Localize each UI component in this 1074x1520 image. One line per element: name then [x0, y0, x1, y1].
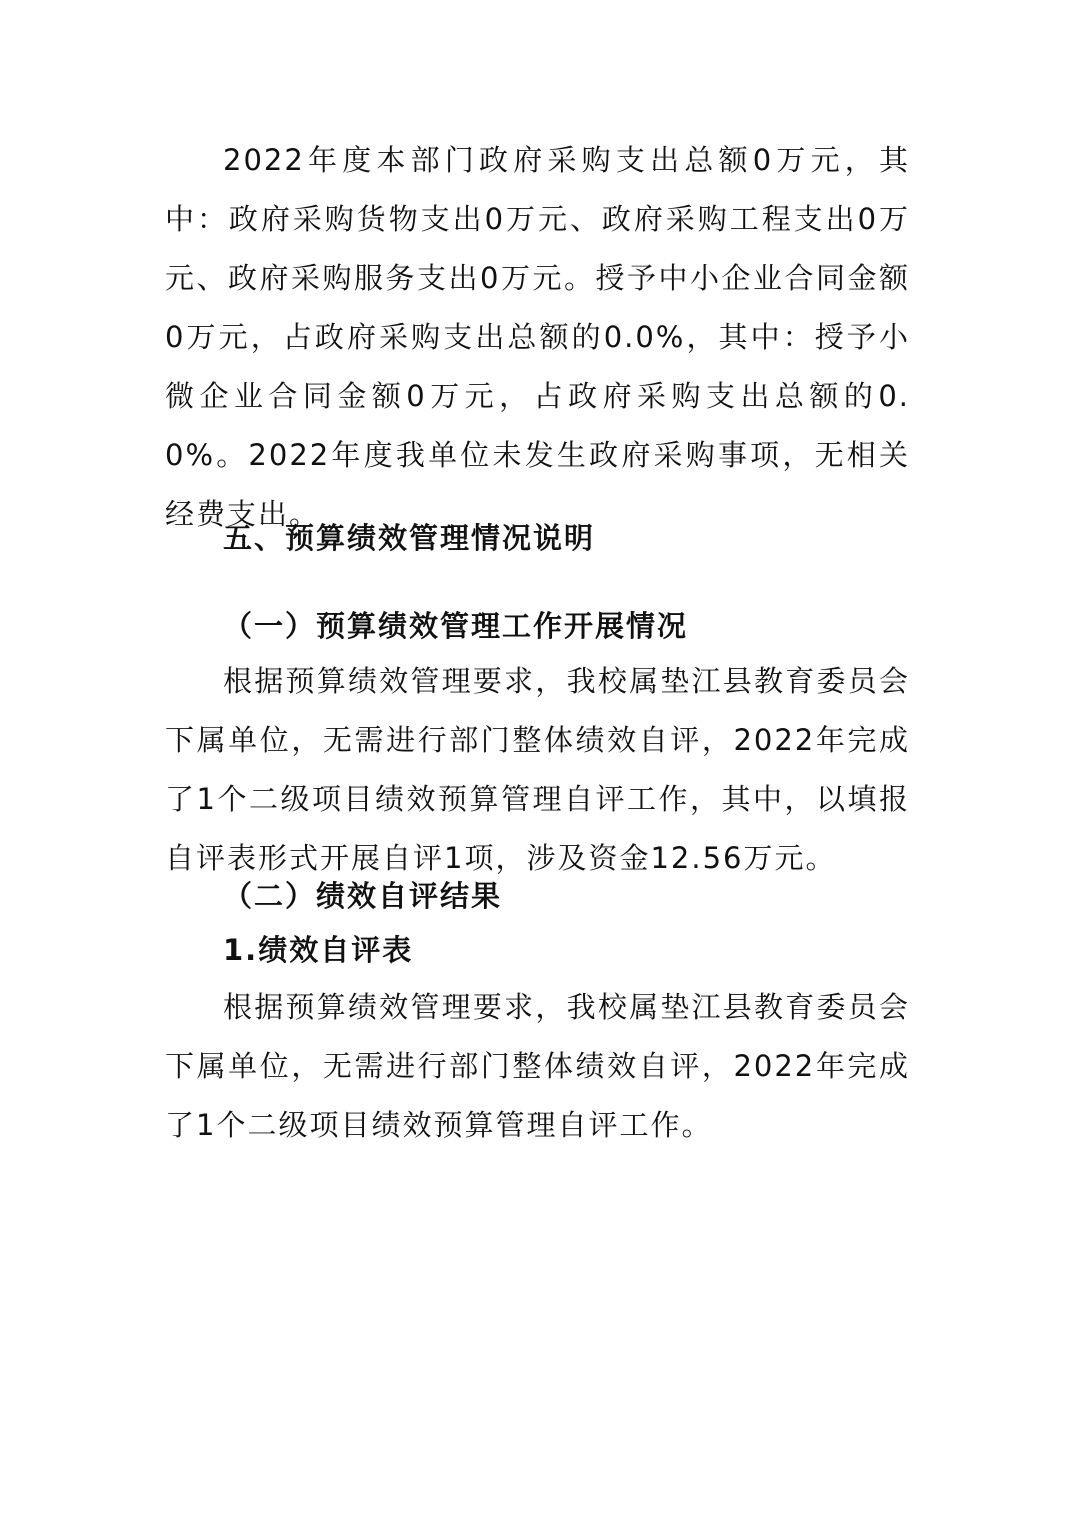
section-five-heading: 五、预算绩效管理情况说明 [223, 521, 596, 555]
government-procurement-paragraph: 2022年度本部门政府采购支出总额0万元，其中：政府采购货物支出0万元、政府采购工程支出0万 元、政府采购服务支出0万元。授予中小企业合同金额0万元，占政府采购支出总额的0.0%，其中：授予小微企业合同金额0万元，占政府采购支出总额的0.0%。2022年度我单位未发生政府采购事项，无相关经费支出。 [165, 143, 910, 531]
subsection-one-heading: （一）预算绩效管理工作开展情况 [223, 609, 689, 643]
subsection-two-heading: （二）绩效自评结果 [223, 879, 503, 913]
self-eval-table-paragraph: 根据预算绩效管理要求，我校属垫江县教育委员会下属单位，无需进行部门整体绩效自评，2022年完成了1个二级项目绩效预算管理自评工作。 [165, 990, 910, 1142]
self-eval-table-heading: 1.绩效自评表 [223, 933, 414, 967]
performance-work-paragraph: 根据预算绩效管理要求，我校属垫江县教育委员会下属单位，无需进行部门整体绩效自评，2022年完成了1个二级项目绩效预算管理自评工作，其中，以填报自评表形式开展自评1项，涉及资金12.56万元。 [165, 664, 910, 875]
